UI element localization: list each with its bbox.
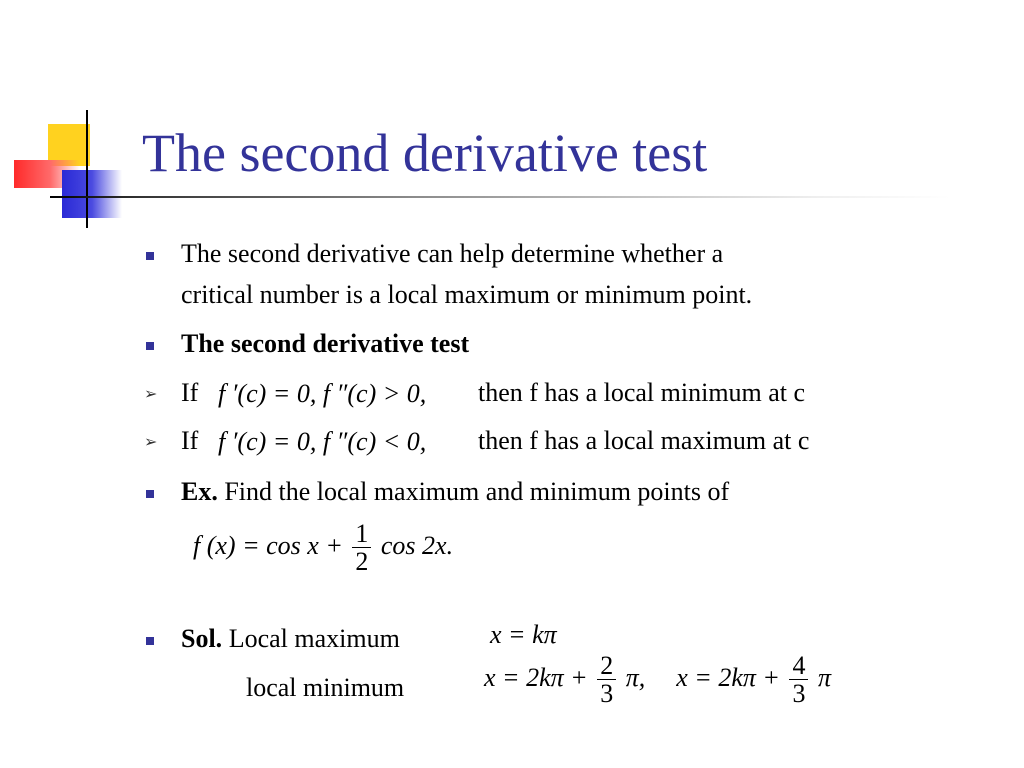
min2-fraction bbox=[789, 652, 808, 708]
min2-lhs: x = 2kπ + bbox=[676, 662, 780, 692]
bullet-3-condition: f ′(c) = 0, f ″(c) > 0, bbox=[218, 379, 427, 408]
arrow-bullet-icon: ➢ bbox=[144, 434, 158, 451]
formula-fraction-denominator: 2 bbox=[355, 547, 369, 577]
min1-lhs: x = 2kπ + bbox=[484, 662, 588, 692]
formula-rhs: cos 2x. bbox=[380, 530, 454, 560]
arrow-bullet-icon: ➢ bbox=[144, 386, 158, 403]
logo-blue-square bbox=[62, 170, 122, 218]
min1-denominator: 3 bbox=[600, 679, 614, 709]
bullet-2-heading: The second derivative test bbox=[181, 329, 470, 358]
bullet-6-text: Local maximum bbox=[228, 624, 400, 653]
local-max-expression: x = kπ bbox=[490, 620, 557, 649]
slide-title: The second derivative test bbox=[142, 123, 708, 183]
local-min-label: local minimum bbox=[246, 673, 405, 702]
bullet-1-line-2: critical number is a local maximum or minimum point. bbox=[181, 280, 753, 309]
bullet-square-icon bbox=[146, 342, 154, 350]
logo-vertical-line bbox=[86, 110, 88, 228]
bullet-3-if: If bbox=[181, 378, 199, 407]
formula-fraction bbox=[352, 520, 371, 576]
bullet-square-icon bbox=[146, 252, 154, 260]
min2-rhs: π bbox=[817, 662, 831, 692]
min1-fraction bbox=[597, 652, 616, 708]
bullet-5 bbox=[181, 476, 729, 507]
bullet-6-bold-label: Sol. bbox=[181, 624, 223, 653]
min1-numerator: 2 bbox=[597, 652, 616, 680]
bullet-5-text: Find the local maximum and minimum points of bbox=[224, 477, 730, 506]
min1-rhs: π, bbox=[625, 662, 646, 692]
formula-lhs: f (x) = cos x + bbox=[193, 530, 343, 560]
function-formula bbox=[193, 520, 453, 576]
min2-denominator: 3 bbox=[792, 679, 806, 709]
bullet-1-line-1: The second derivative can help determine whether a bbox=[181, 239, 724, 268]
min2-numerator: 4 bbox=[789, 652, 808, 680]
formula-fraction-numerator: 1 bbox=[352, 520, 371, 548]
bullet-square-icon bbox=[146, 637, 154, 645]
bullet-5-bold-label: Ex. bbox=[181, 477, 218, 506]
bullet-4-conclusion: then f has a local maximum at c bbox=[478, 426, 810, 455]
bullet-3-conclusion: then f has a local minimum at c bbox=[478, 378, 806, 407]
local-min-expressions bbox=[484, 652, 831, 708]
title-underline bbox=[50, 196, 950, 198]
bullet-6 bbox=[181, 623, 400, 654]
bullet-square-icon bbox=[146, 490, 154, 498]
bullet-4-condition: f ′(c) = 0, f ″(c) < 0, bbox=[218, 427, 427, 456]
bullet-4-if: If bbox=[181, 426, 199, 455]
